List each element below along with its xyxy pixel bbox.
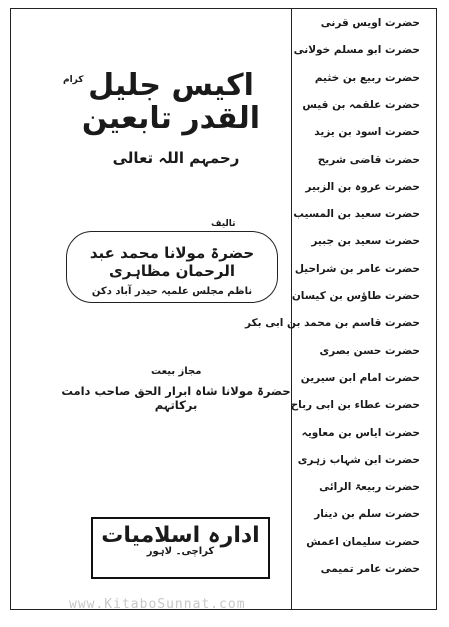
book-title-page	[10, 8, 437, 610]
tabieen-list-item: حضرت ربیعۃ الرائی	[319, 481, 420, 494]
tabieen-list-item: حضرت عامر بن شراحیل	[294, 262, 420, 275]
author-box	[66, 231, 278, 303]
publisher-name: ادارہ اسلامیات	[101, 523, 260, 548]
tabieen-list-item: حضرت طاؤس بن کیسان	[291, 290, 420, 302]
title-area	[11, 9, 291, 609]
tabieen-list-item: حضرت عطاء بن ابی رباح	[290, 399, 420, 412]
title-honorific: کرام	[63, 75, 84, 85]
publisher-logo	[91, 517, 270, 579]
author-name: حضرۃ مولانا محمد عبد الرحمان مظاہری	[89, 244, 255, 280]
tabieen-list-item: حضرت امام ابن سیرین	[300, 371, 420, 384]
tabieen-list-item: حضرت قاضی شریح	[317, 153, 420, 166]
author-title: ناظم مجلس علمیہ حیدر آباد دکن	[91, 286, 253, 297]
tabieen-list-item: حضرت سعید بن جبیر	[311, 235, 420, 248]
book-title: اکیس جلیل القدر تابعین	[81, 68, 261, 136]
tabieen-list-item: حضرت عروہ بن الزبیر	[305, 180, 420, 193]
tabieen-list-item: حضرت سعید بن المسیب	[293, 208, 420, 221]
tabieen-list-item: حضرت ابن شہاب زہری	[297, 453, 420, 466]
tabieen-list-item: حضرت ربیع بن خثیم	[314, 71, 420, 84]
tabieen-list-item: حضرت عامر تمیمی	[320, 563, 420, 575]
author-label: تالیف	[211, 219, 236, 229]
watermark-text: www.KitaboSunnat.com	[69, 597, 246, 612]
publisher-city: کراچی۔ لاہور	[146, 546, 215, 557]
book-subtitle: رحمہم اللہ تعالی	[112, 149, 240, 167]
tabieen-list-item: حضرت ابو مسلم خولانی	[293, 44, 420, 57]
tabieen-list-item: حضرت اویس قرنی	[320, 17, 420, 29]
tabieen-list-item: حضرت قاسم بن محمد بن ابی بکر	[244, 317, 420, 330]
tabieen-list-item: حضرت سلم بن دینار	[314, 508, 420, 521]
mention-label: مجاز بیعت	[151, 366, 202, 377]
tabieen-list-item: حضرت اسود بن یزید	[314, 126, 420, 139]
mention-name: حضرۃ مولانا شاہ ابرار الحق صاحب دامت برکاتہم	[61, 384, 291, 412]
tabieen-list-item: حضرت ایاس بن معاویہ	[301, 426, 420, 439]
tabieen-list	[244, 9, 424, 609]
tabieen-list-item: حضرت حسن بصری	[319, 344, 420, 357]
tabieen-list-item: حضرت سلیمان اعمش	[306, 535, 420, 548]
tabieen-list-item: حضرت علقمہ بن قیس	[302, 98, 420, 111]
